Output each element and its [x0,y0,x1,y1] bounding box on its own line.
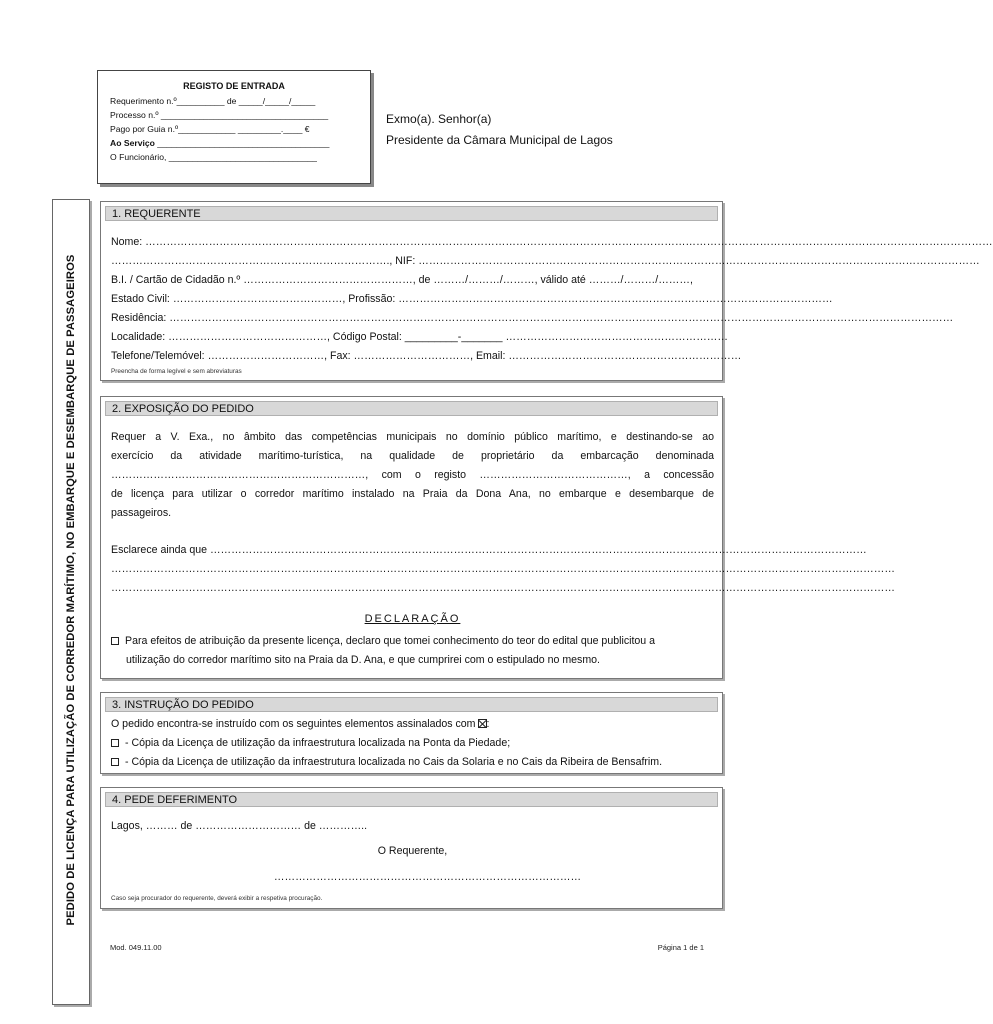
exposicao-line-2: exercício da atividade marítimo-turística, na qualidade de proprietário da embarcação denominada [111,450,714,462]
instrucao-item-2-text: - Cópia da Licença de utilização da infraestrutura localizada no Cais da Solaria e no Cais da Ribeira de Bensafrim. [125,756,663,768]
requerente-label: O Requerente, [377,845,448,857]
declaracao-line-1 [111,632,714,651]
requerimento-field[interactable]: Requerimento n.º__________ de _____/_____/_____ [110,96,316,106]
localidade-field[interactable]: Localidade: ………………………………………, Código Postal: _________-_______ ……………………………………………………… [111,331,728,343]
bi-field[interactable]: B.I. / Cartão de Cidadão n.º …………………………………………, de ………/………/………, válido até ………/………/………, [111,274,693,286]
esclarece-field[interactable]: Esclarece ainda que …………………………………………………………………………………………………………………………………………………………………… [111,544,867,556]
form-vertical-title: PEDIDO DE LICENÇA PARA UTILIZAÇÃO DE CORREDOR MARÍTIMO, NO EMBARQUE E DESEMBARQUE DE PASSAGEIROS [65,254,77,926]
telefone-field[interactable]: Telefone/Telemóvel: ……………………………, Fax: ……………………………, Email: ………………………………………………………… [111,350,742,362]
addressee-line-2: Presidente da Câmara Municipal de Lagos [386,133,613,147]
addressee-block [386,109,613,151]
ao-servico-label: Ao Serviço [110,138,155,148]
instrucao-intro-text: O pedido encontra-se instruído com os seguintes elementos assinalados com [111,718,476,730]
section-header-exposicao: 2. EXPOSIÇÃO DO PEDIDO [105,401,718,416]
declaracao-title: DECLARAÇÃO [364,613,461,625]
ao-servico-line: ____________________________________ [154,138,330,148]
cais-solaria-checkbox[interactable] [111,758,119,766]
declaracao-line-2: utilização do corredor marítimo sito na Praia da D. Ana, e que cumprirei com o estipulado no mesmo. [126,654,601,666]
section-exposicao [100,396,895,679]
section-instrucao [100,692,723,774]
nif-field[interactable]: ……………………………………………………………………., NIF: …………………………………………………………………………………………………………………………………………… [111,255,980,267]
declaracao-text-1: Para efeitos de atribuição da presente licença, declaro que tomei conhecimento do teor do edital que publicitou a [125,635,656,647]
esclarece-dots-1[interactable]: …………………………………………………………………………………………………………………………………………………………………………………………………… [111,563,895,575]
exposicao-line-4: de licença para utilizar o corredor marítimo instalado na Praia da Dona Ana, no embarque e desembarque de [111,488,714,500]
signature-line[interactable]: …………………………………………………………………………… [273,871,582,883]
funcionario-field[interactable]: O Funcionário, _______________________________ [110,152,317,162]
ao-servico-field[interactable] [110,136,358,150]
residencia-field[interactable]: Residência: …………………………………………………………………………………………………………………………………………………………………………………………………… [111,312,954,324]
requerente-note: Preencha de forma legível e sem abreviaturas [111,368,242,375]
estado-civil-field[interactable]: Estado Civil: …………………………………………, Profissão: …………………………………………………………………………………………………………… [111,293,833,305]
ponta-piedade-checkbox[interactable] [111,739,119,747]
section-requerente [100,201,993,381]
exposicao-line-1: Requer a V. Exa., no âmbito das competências municipais no domínio público marítimo, e destinando-se ao [111,431,714,443]
instrucao-intro-colon: : [486,718,490,730]
addressee-line-1: Exmo(a). Senhor(a) [386,112,492,126]
instrucao-item-1 [111,734,714,753]
checked-box-icon [478,719,487,728]
registo-entrada-box [97,70,371,184]
section-deferimento [100,787,723,909]
section-header-deferimento: 4. PEDE DEFERIMENTO [105,792,718,807]
instrucao-item-1-text: - Cópia da Licença de utilização da infraestrutura localizada na Ponta da Piedade; [125,737,511,749]
exposicao-line-5: passageiros. [111,507,172,519]
model-code: Mod. 049.11.00 [110,943,162,952]
pago-guia-field[interactable]: Pago por Guia n.º____________ _________.____ € [110,124,310,134]
instrucao-item-2 [111,753,714,772]
section-header-instrucao: 3. INSTRUÇÃO DO PEDIDO [105,697,718,712]
lagos-date-field[interactable]: Lagos, ……… de ………………………… de ………….. [111,820,368,832]
section-header-requerente: 1. REQUERENTE [105,206,718,221]
esclarece-dots-2[interactable]: …………………………………………………………………………………………………………………………………………………………………………………………………… [111,582,895,594]
registo-title: REGISTO DE ENTRADA [183,81,285,91]
instrucao-intro [111,715,714,734]
exposicao-line-3[interactable]: ………………………………………………………………, com o registo ……………………………………, a concessão [111,469,714,481]
procurador-note: Caso seja procurador do requerente, deverá exibir a respetiva procuração. [111,895,323,902]
nome-field[interactable]: Nome: …………………………………………………………………………………………………………………………………………………………………………………………………………………… [111,236,993,248]
processo-field[interactable]: Processo n.º ___________________________________ [110,110,329,120]
page-number: Página 1 de 1 [657,943,704,952]
declaracao-checkbox[interactable] [111,637,119,645]
